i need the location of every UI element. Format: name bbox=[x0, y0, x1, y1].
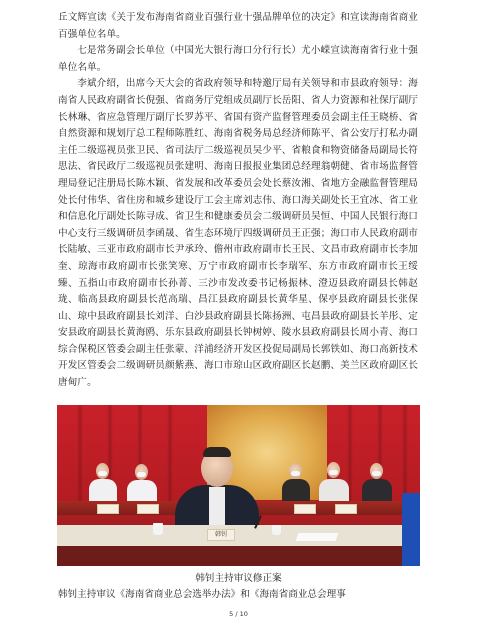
nameplate-speaker: 韩钊 bbox=[207, 529, 235, 541]
paragraph: 韩钊主持审议《海南省商业总会选举办法》和《海南省商业总会理事 bbox=[58, 589, 346, 600]
page-number: 5 / 10 bbox=[229, 610, 248, 618]
nameplate bbox=[335, 504, 357, 514]
tea-cup bbox=[153, 523, 163, 535]
nameplate bbox=[137, 504, 159, 514]
front-table bbox=[57, 525, 420, 547]
document-papers bbox=[296, 533, 339, 541]
paragraph: 丘文辉宣读《关于发布海南省商业百强行业十强品牌单位的决定》和宣读海南省商业百强单位名单。 bbox=[58, 12, 418, 40]
meeting-photo bbox=[57, 405, 420, 566]
nameplate bbox=[97, 504, 119, 514]
side-banner bbox=[402, 493, 420, 566]
paragraph: 七是常务副会长单位（中国光大银行海口分行行长）尤小嵘宣读海南省行业十强单位名单。 bbox=[58, 45, 418, 73]
paragraph: 李斌介绍，出席今天大会的省政府领导和特邀厅局有关领导和市县政府领导：海南省人民政府副省长倪强、省商务厅党组成员副厅长岳阳、省人力资源和社保厅副厅长林琳、省应急管理厅副厅长罗苏平、省国有资产监督管理委员会副主任王晓桥、省自然资源和规划厅总工程师陈胜红、海南省税务局总经济师陈平、省公安厅打私办副主任二级巡视员张卫民、省司法厅二级巡视员吴少平、省粮食和物资储备局副局长符思法、省民政厅二级巡视员张建明、海南日报报业集团总经理翁朝健、省市场监督管理局登记注册局长陈木颖、省发展和改革委员会处长蔡汝湘、省地方金融监督管理局处长付伟华、省住房和城乡建设厅工会主席刘志伟、海口海关副处长王宜冰、省工业和信息化厅副处长陈寻成、省卫生和健康委员会二级调研员吴恒、中国人民银行海口中心支行三级调研员李函晟、省生态环境厅四级调研员王正强；海口市人民政府副市长陆敏、三亚市政府副市长尹承玲、儋州市政府副市长王民、文昌市政府副市长李加奎、琼海市政府副市长张笑寒、万宁市政府副市长李瑞军、东方市政府副市长王绥臻、五指山市政府副市长孙菁、三沙市发改委书记杨振林、澄迈县政府副县长韩赵珑、临高县政府副县长范高瑞、昌江县政府副县长黄华星、保亭县政府副县长张保山、琼中县政府副县长刘洋、白沙县政府副县长陈扬洲、屯昌县政府副县长羊彤、定安县政府副县长黄海鸥、乐东县政府副县长钟树婷、陵水县政府副县长周小青、海口综合保税区管委会副主任张蒙、洋浦经济开发区投促局副局长郭铁如、海口高新技术开发区管委会二级调研员颜紫燕、海口市琼山区政府副区长赵鹏、美兰区政府副区长唐甸广。 bbox=[58, 78, 418, 389]
photo-caption: 韩钊主持审议修正案 bbox=[195, 573, 282, 584]
tea-cup bbox=[272, 525, 281, 535]
nameplate bbox=[294, 504, 316, 514]
body-text bbox=[58, 10, 418, 392]
